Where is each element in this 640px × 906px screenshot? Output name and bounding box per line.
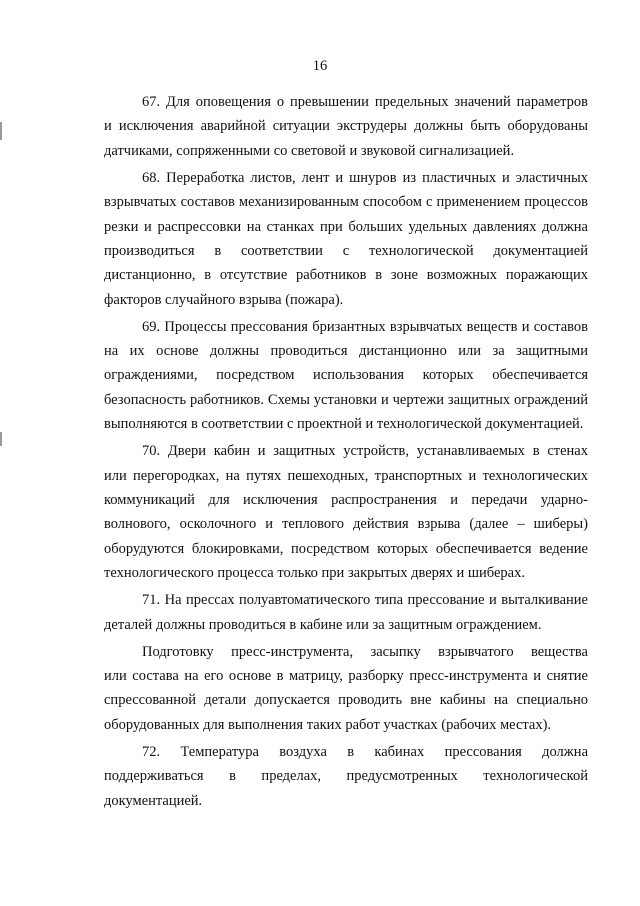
paragraph-68 — [104, 166, 588, 312]
scan-edge-mark — [0, 122, 2, 140]
page-number: 16 — [312, 58, 328, 74]
paragraph-71-continued — [104, 640, 588, 738]
text-line: 69. Процессы прессования бризантных взрывчатых веществ и составов — [142, 318, 588, 335]
text-line: деталей должны проводиться в кабине или за защитным ограждением. — [104, 616, 542, 633]
text-line: Подготовку пресс-инструмента, засыпку взрывчатого вещества — [142, 643, 588, 660]
text-line: технологического процесса только при закрытых дверях и шиберах. — [104, 565, 525, 582]
paragraph-70 — [104, 439, 588, 585]
text-line: коммуникаций для исключения распространения и передачи ударно- — [104, 492, 588, 509]
text-line: документацией. — [104, 792, 203, 809]
paragraph-69 — [104, 315, 588, 437]
text-line: спрессованной детали допускается проводить вне кабины на специально — [104, 692, 588, 709]
text-line: 71. На прессах полуавтоматического типа прессование и выталкивание — [142, 592, 588, 609]
text-line: или состава на его основе в матрицу, разборку пресс-инструмента и снятие — [104, 667, 588, 684]
paragraph-67 — [104, 90, 588, 163]
text-line: и исключения аварийной ситуации экструдеры должны быть оборудованы — [104, 118, 588, 135]
text-line: производиться в соответствии с технологической документацией — [104, 242, 588, 259]
text-line: дистанционно, в отсутствие работников в зоне возможных поражающих — [104, 267, 588, 284]
text-line: оборудуются блокировками, посредством которых обеспечивается ведение — [104, 540, 588, 557]
text-line: на их основе должны проводиться дистанционно или за защитными — [104, 343, 588, 360]
text-line: поддерживаться в пределах, предусмотренных технологической — [104, 768, 588, 785]
text-line: волнового, осколочного и теплового действия взрыва (далее – шиберы) — [104, 516, 588, 533]
text-line: безопасность работников. Схемы установки и чертежи защитных ограждений — [104, 391, 588, 408]
document-body — [104, 90, 588, 813]
text-line: 72. Температура воздуха в кабинах прессования должна — [142, 743, 588, 760]
text-line: 68. Переработка листов, лент и шнуров из пластичных и эластичных — [142, 169, 588, 186]
scan-edge-mark — [0, 432, 2, 446]
text-line: оборудованных для выполнения таких работ участках (рабочих местах). — [104, 716, 552, 733]
paragraph-72 — [104, 740, 588, 813]
text-line: 70. Двери кабин и защитных устройств, устанавливаемых в стенах — [142, 443, 588, 460]
text-line: или перегородках, на путях пешеходных, транспортных и технологических — [104, 467, 588, 484]
text-line: резки и распрессовки на станках при больших удельных давлениях должна — [104, 218, 588, 235]
text-line: факторов случайного взрыва (пожара). — [104, 291, 344, 308]
text-line: выполняются в соответствии с проектной и технологической документацией. — [104, 416, 584, 433]
text-line: 67. Для оповещения о превышении предельных значений параметров — [142, 94, 588, 110]
paragraph-71 — [104, 588, 588, 637]
text-line: датчиками, сопряженными со световой и звуковой сигнализацией. — [104, 142, 515, 159]
text-line: ограждениями, посредством использования которых обеспечивается — [104, 367, 588, 384]
text-line: взрывчатых составов механизированным способом с применением процессов — [104, 194, 588, 211]
